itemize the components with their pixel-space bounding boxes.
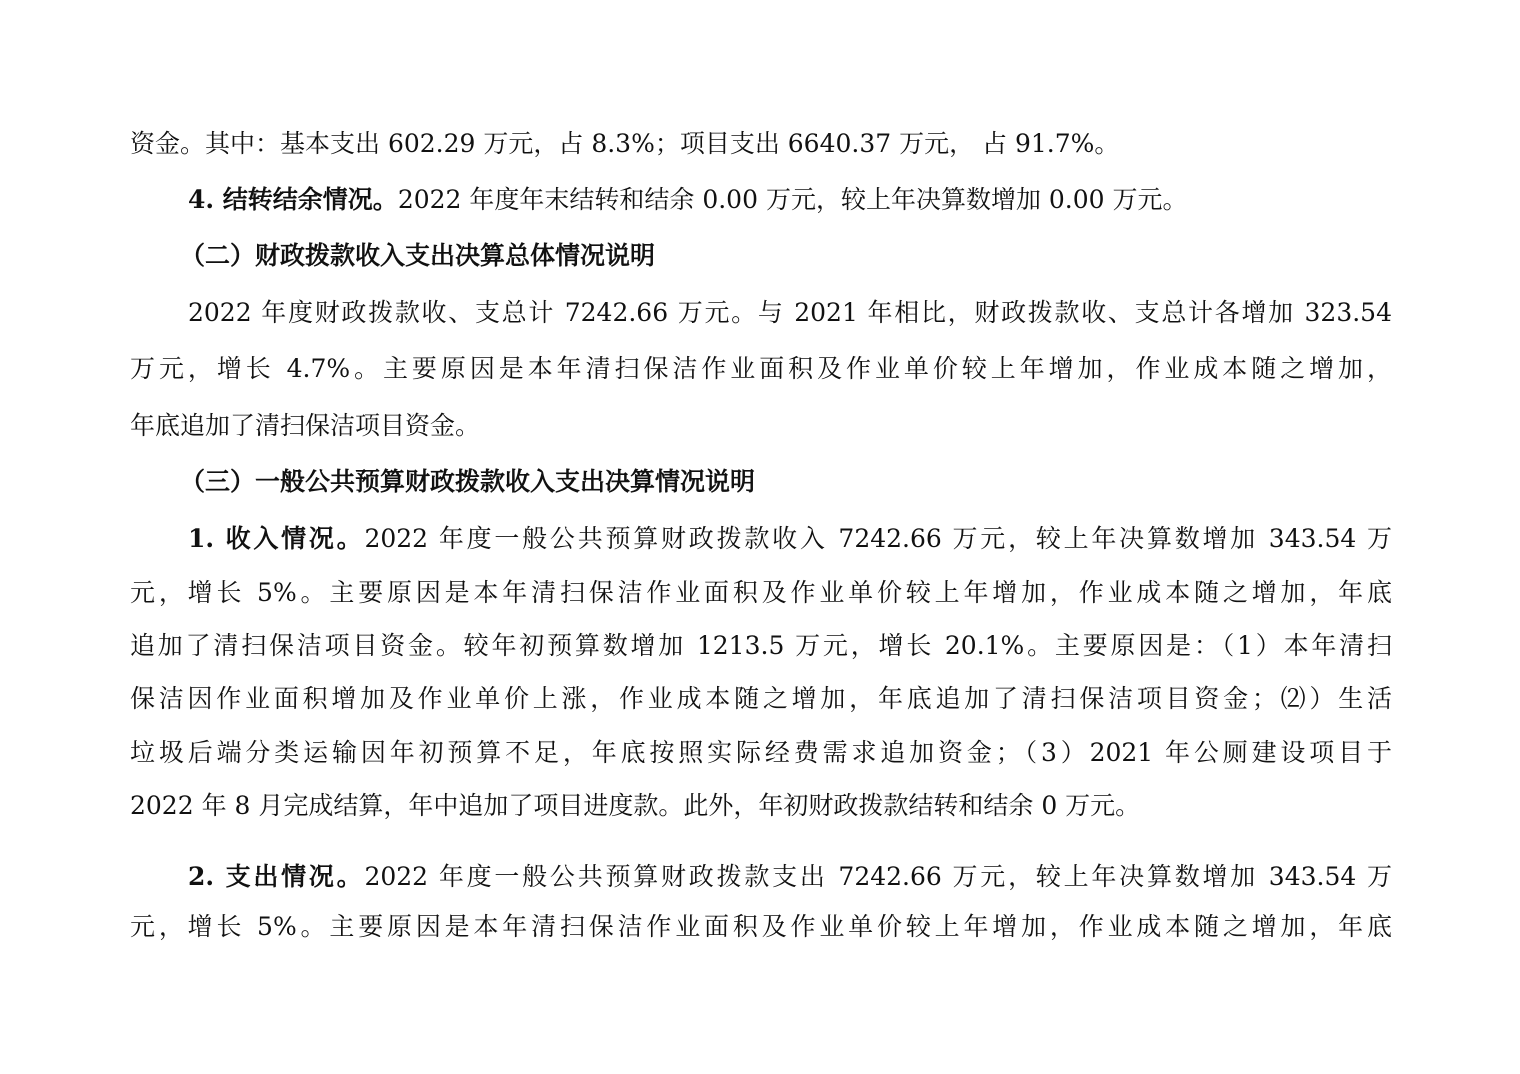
- item-4-line: [188, 172, 1392, 228]
- item-1-heading: 1. 收入情况。: [188, 524, 365, 553]
- section-heading-2: [180, 228, 1392, 284]
- body-line: 万元，增长 4.7%。主要原因是本年清扫保洁作业面积及作业单价较上年增加，作业成本随之增加，: [130, 354, 1392, 383]
- line-text: 2022 年度一般公共预算财政拨款支出 7242.66 万元，较上年决算数增加 343.54 万: [364, 862, 1392, 891]
- body-line: 2022 年度财政拨款收、支总计 7242.66 万元。与 2021 年相比，财政拨款收、支总计各增加 323.54: [188, 298, 1392, 327]
- line-text: 资金。其中：基本支出 602.29 万元，占 8.3%；项目支出 6640.37 万元， 占 91.7%。: [130, 129, 1120, 158]
- item-4-heading: 4. 结转结余情况。: [188, 185, 398, 214]
- body-line: 元，增长 5%。主要原因是本年清扫保洁作业面积及作业单价较上年增加，作业成本随之增加，年底: [130, 912, 1392, 941]
- body-line: 元，增长 5%。主要原因是本年清扫保洁作业面积及作业单价较上年增加，作业成本随之增加，年底: [130, 578, 1392, 607]
- item-2-line: [188, 849, 1392, 905]
- line-text: 2022 年度一般公共预算财政拨款收入 7242.66 万元，较上年决算数增加 343.54 万: [364, 524, 1392, 553]
- body-line: 保洁因作业面积增加及作业单价上涨，作业成本随之增加，年底追加了清扫保洁项目资金；⑵）生活: [130, 684, 1392, 713]
- section-heading-text: （三）一般公共预算财政拨款收入支出决算情况说明: [180, 467, 756, 496]
- item-2-heading: 2. 支出情况。: [188, 862, 365, 891]
- body-line: 追加了清扫保洁项目资金。较年初预算数增加 1213.5 万元，增长 20.1%。主要原因是：（1）本年清扫: [130, 631, 1392, 660]
- body-line: 垃圾后端分类运输因年初预算不足，年底按照实际经费需求追加资金；（3）2021 年公厕建设项目于: [130, 738, 1392, 767]
- body-line: [130, 116, 1392, 172]
- body-line: 年底追加了清扫保洁项目资金。: [130, 411, 481, 440]
- line-text: 2022 年度年末结转和结余 0.00 万元，较上年决算数增加 0.00 万元。: [397, 185, 1188, 214]
- item-1-line: [188, 511, 1392, 567]
- section-heading-text: （二）财政拨款收入支出决算总体情况说明: [180, 241, 656, 270]
- body-line: 2022 年 8 月完成结算，年中追加了项目进度款。此外，年初财政拨款结转和结余 0 万元。: [130, 791, 1141, 820]
- section-heading-3: [180, 454, 1392, 510]
